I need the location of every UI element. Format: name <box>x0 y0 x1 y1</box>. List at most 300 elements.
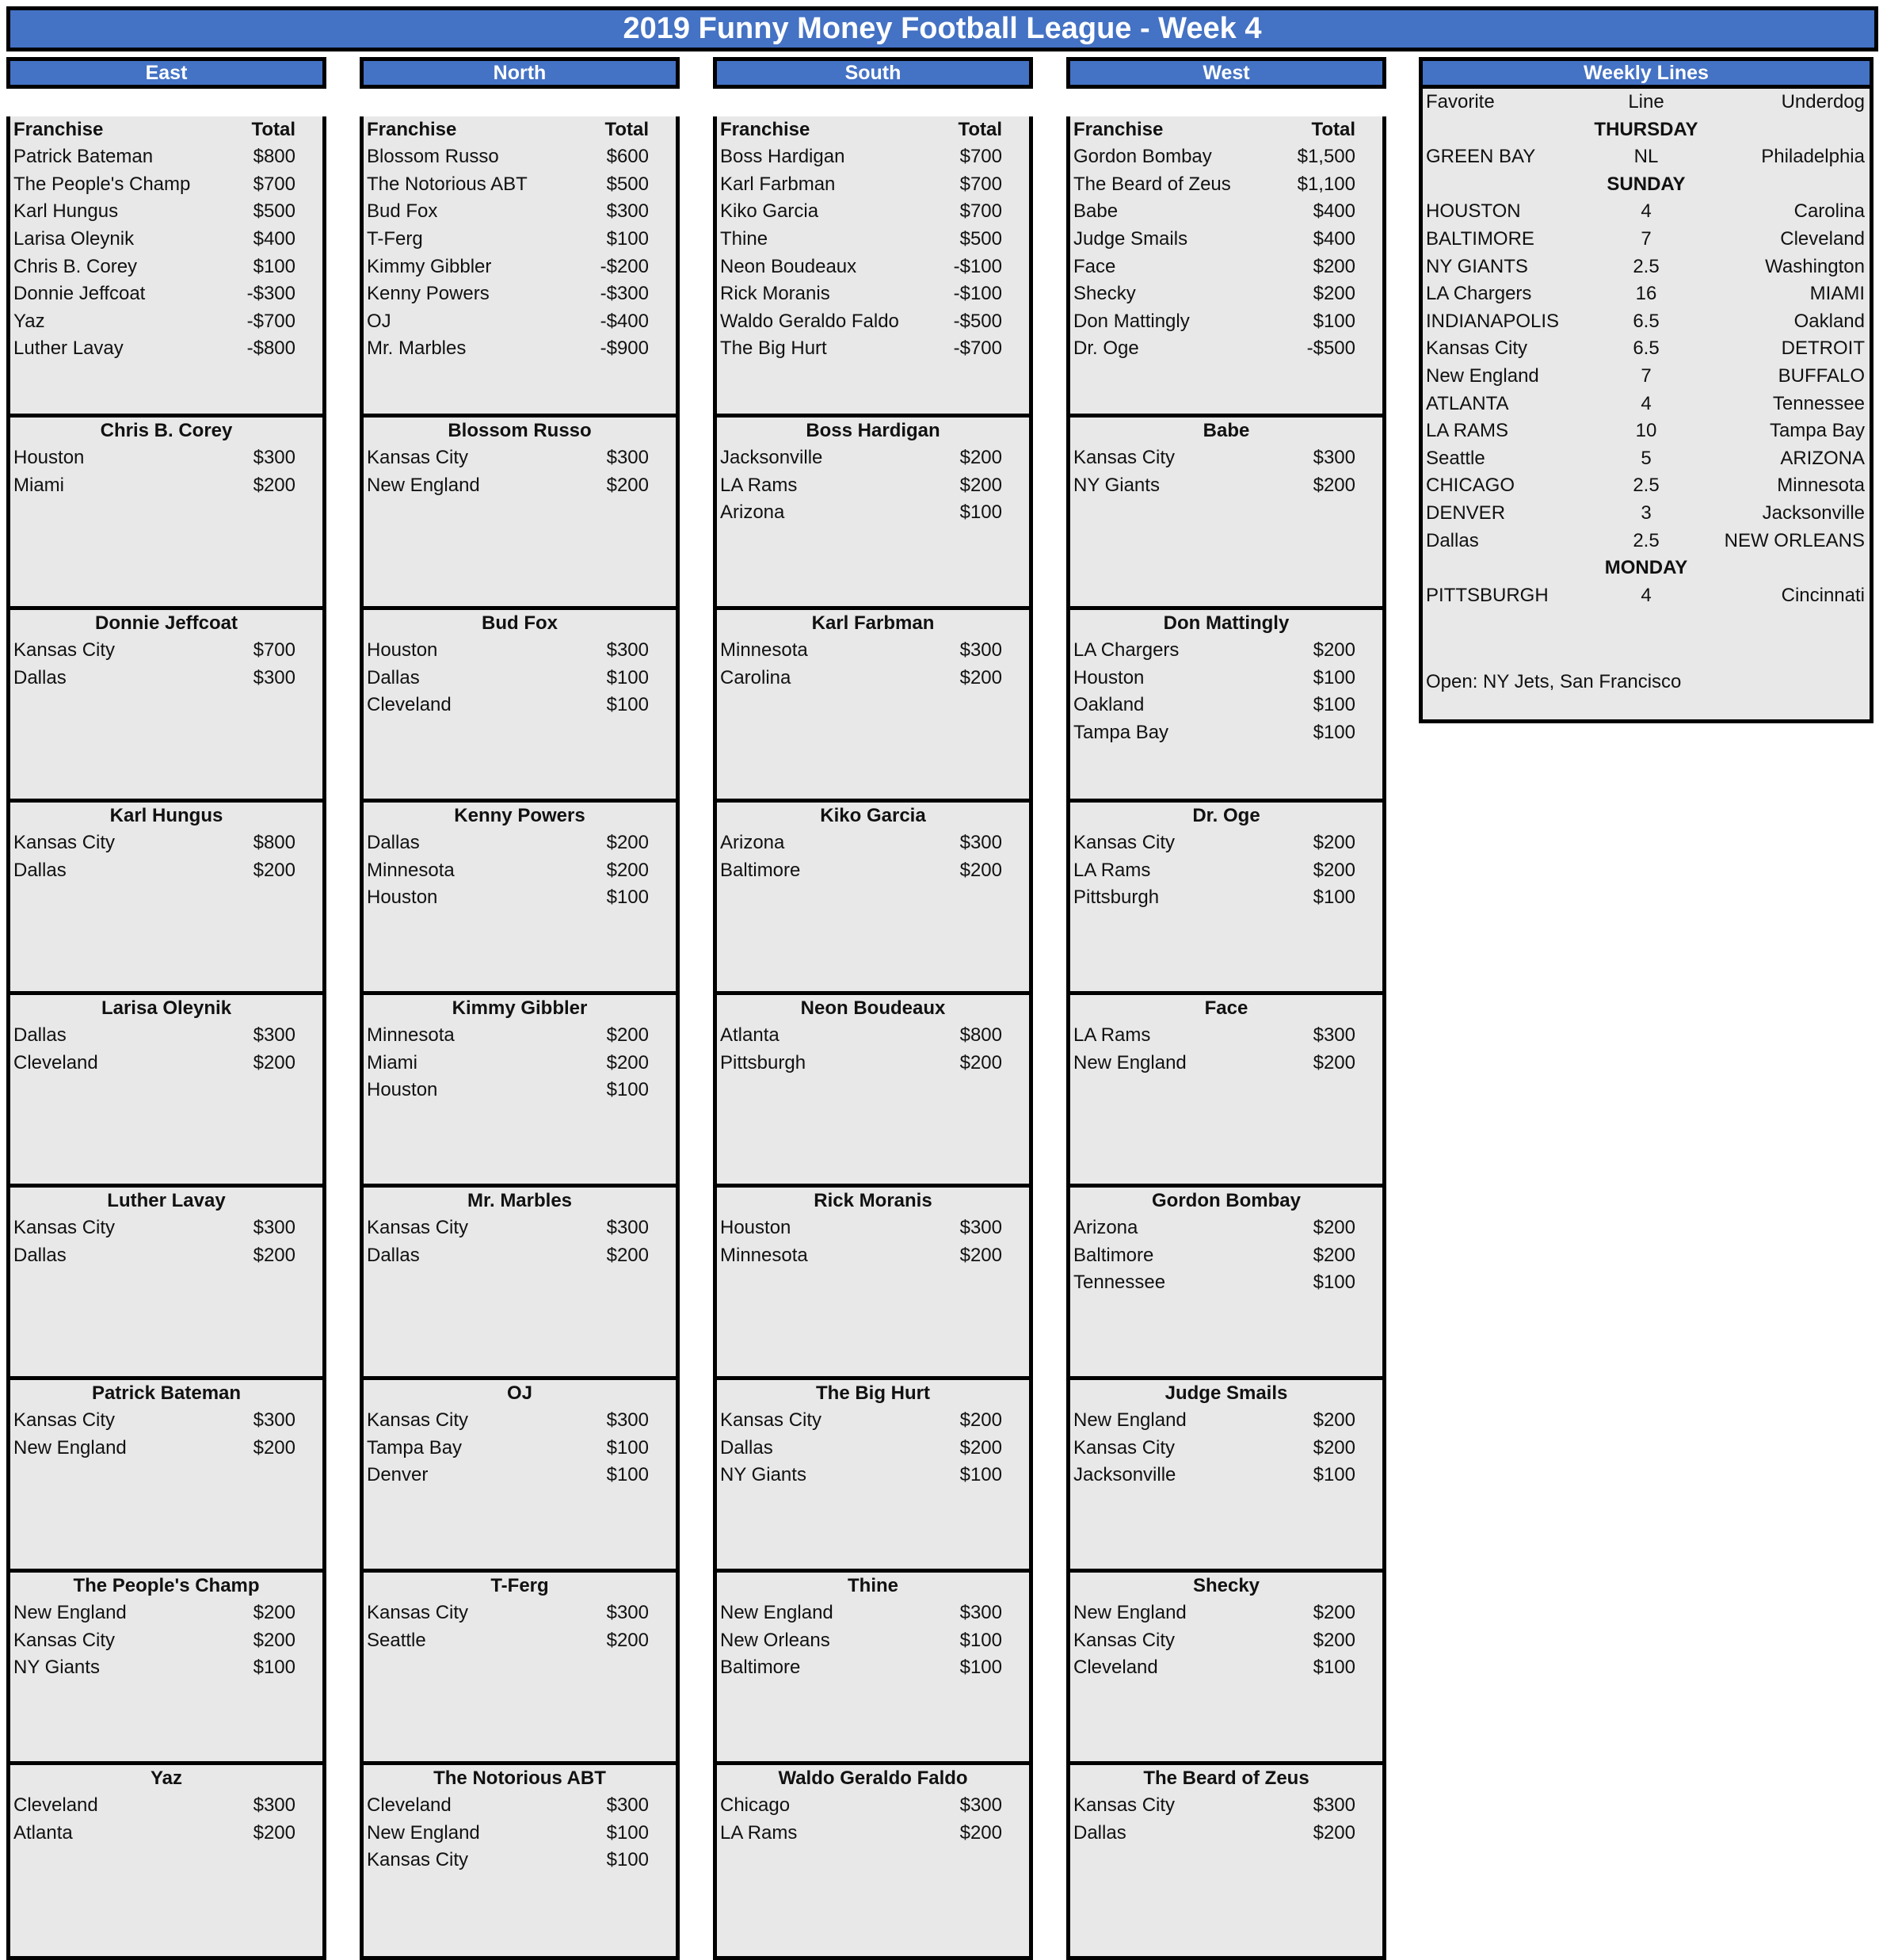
franchise-bets-box <box>713 610 1033 803</box>
bet-team: Atlanta <box>13 1821 73 1844</box>
standings-row <box>364 254 676 281</box>
bet-amount: $200 <box>253 1244 295 1266</box>
bet-amount: $300 <box>606 1409 649 1432</box>
franchise-total: $700 <box>959 173 1002 195</box>
bet-amount: $200 <box>253 859 295 881</box>
franchise-title: Karl Hungus <box>109 804 223 826</box>
point-spread: 6.5 <box>1633 310 1660 332</box>
underdog-team: MIAMI <box>1809 283 1865 305</box>
standings-row <box>10 171 322 199</box>
bet-row <box>1070 1435 1382 1462</box>
standings-row <box>10 280 322 308</box>
bet-row <box>10 1435 322 1462</box>
franchise-name: Chris B. Corey <box>13 255 138 277</box>
bet-row <box>717 1820 1029 1848</box>
bet-amount: $200 <box>1313 1409 1355 1432</box>
bet-team: Dallas <box>720 1436 773 1459</box>
weekly-lines-box <box>1419 89 1873 723</box>
franchise-name: OJ <box>367 310 391 332</box>
franchise-title: Don Mattingly <box>1163 612 1290 634</box>
underdog-team: Tampa Bay <box>1769 420 1865 442</box>
bet-row <box>717 1792 1029 1820</box>
franchise-total: -$400 <box>600 310 649 332</box>
franchise-total: -$700 <box>953 337 1002 360</box>
bet-amount: $200 <box>1313 832 1355 854</box>
bet-row <box>10 1600 322 1627</box>
franchise-bets-box <box>360 995 680 1188</box>
bet-amount: $200 <box>1313 1602 1355 1624</box>
franchise-name: Thine <box>720 227 768 250</box>
game-line-row <box>1423 445 1870 473</box>
bet-team: Dallas <box>13 666 67 688</box>
franchise-title: The People's Champ <box>73 1574 260 1596</box>
franchise-total: $400 <box>1313 227 1355 250</box>
bet-amount: $200 <box>253 1821 295 1844</box>
favorite-team: HOUSTON <box>1426 200 1521 223</box>
bet-amount: $200 <box>606 859 649 881</box>
game-line-row <box>1423 472 1870 500</box>
standings-row <box>1070 198 1382 226</box>
standings-row <box>10 198 322 226</box>
standings-header-row <box>364 116 676 144</box>
bet-team: Tampa Bay <box>367 1436 463 1459</box>
franchise-total: -$100 <box>953 255 1002 277</box>
favorite-header: Favorite <box>1426 91 1495 112</box>
day-label: MONDAY <box>1604 557 1688 579</box>
franchise-title: Kenny Powers <box>454 804 585 826</box>
bet-row <box>1070 884 1382 912</box>
bet-amount: $100 <box>1313 694 1355 716</box>
franchise-header: Franchise <box>367 118 457 140</box>
bet-row <box>364 1435 676 1462</box>
franchise-title: T-Ferg <box>490 1574 549 1596</box>
bet-amount: $200 <box>959 666 1002 688</box>
bet-amount: $300 <box>253 1409 295 1432</box>
franchise-total: -$800 <box>246 337 295 360</box>
bet-row <box>1070 1820 1382 1848</box>
bet-row <box>1070 1407 1382 1435</box>
franchise-total: $700 <box>959 200 1002 223</box>
bet-team: Miami <box>367 1051 417 1073</box>
franchise-title: Chris B. Corey <box>100 419 233 441</box>
favorite-team: BALTIMORE <box>1426 227 1534 250</box>
bet-row <box>717 829 1029 857</box>
bet-amount: $100 <box>959 1464 1002 1486</box>
franchise-title: Gordon Bombay <box>1151 1189 1301 1211</box>
bet-amount: $300 <box>959 1602 1002 1624</box>
bet-team: Kansas City <box>13 639 116 662</box>
franchise-total: $300 <box>606 200 649 223</box>
bet-row <box>717 1654 1029 1682</box>
standings-header-row <box>1070 116 1382 144</box>
franchise-bets-box <box>6 1573 326 1765</box>
standings-table <box>713 116 1033 418</box>
underdog-team: Jacksonville <box>1762 501 1865 524</box>
bet-team: New Orleans <box>720 1629 830 1651</box>
bet-row <box>10 857 322 885</box>
bet-team: Kansas City <box>367 447 469 469</box>
bet-amount: $200 <box>1313 859 1355 881</box>
bet-team: Arizona <box>720 832 785 854</box>
bet-team: Houston <box>720 1217 791 1239</box>
standings-row <box>1070 308 1382 336</box>
favorite-team: GREEN BAY <box>1426 146 1536 168</box>
game-line-row <box>1423 418 1870 445</box>
division-column-south <box>713 57 1033 1960</box>
franchise-total: -$300 <box>600 283 649 305</box>
bet-row <box>10 1627 322 1655</box>
standings-row <box>1070 171 1382 199</box>
underdog-team: ARIZONA <box>1780 447 1865 469</box>
favorite-team: Kansas City <box>1426 337 1528 360</box>
bet-amount: $200 <box>253 474 295 496</box>
franchise-title: Rick Moranis <box>814 1189 932 1211</box>
standings-row <box>364 335 676 363</box>
bet-amount: $200 <box>1313 1436 1355 1459</box>
standings-row <box>717 254 1029 281</box>
bet-amount: $700 <box>253 639 295 662</box>
bet-team: Kansas City <box>1073 832 1176 854</box>
bet-row <box>10 637 322 665</box>
game-line-row <box>1423 582 1870 610</box>
standings-row <box>364 171 676 199</box>
underdog-header: Underdog <box>1781 91 1865 112</box>
franchise-bets-box <box>1066 1765 1386 1960</box>
bet-row <box>1070 1792 1382 1820</box>
franchise-bets-box <box>6 1380 326 1573</box>
bet-row <box>10 1242 322 1270</box>
bet-row <box>1070 1050 1382 1077</box>
game-line-row <box>1423 363 1870 391</box>
franchise-name: Karl Farbman <box>720 173 836 195</box>
bet-team: Carolina <box>720 666 791 688</box>
bet-amount: $300 <box>606 447 649 469</box>
underdog-team: DETROIT <box>1781 337 1865 360</box>
bet-row <box>10 1820 322 1848</box>
bet-team: Seattle <box>367 1629 426 1651</box>
bet-row <box>364 692 676 719</box>
game-line-row <box>1423 143 1870 171</box>
standings-row <box>717 198 1029 226</box>
bet-amount: $200 <box>1313 1217 1355 1239</box>
franchise-bets-box <box>360 1380 680 1573</box>
franchise-bets-box <box>6 1188 326 1380</box>
bet-amount: $300 <box>959 639 1002 662</box>
bet-amount: $200 <box>606 832 649 854</box>
game-line-row <box>1423 226 1870 254</box>
bet-amount: $100 <box>606 1436 649 1459</box>
bet-row <box>1070 1627 1382 1655</box>
standings-row <box>717 171 1029 199</box>
bet-team: Houston <box>1073 666 1145 688</box>
bet-team: Tampa Bay <box>1073 721 1169 743</box>
bet-team: Houston <box>367 887 438 909</box>
franchise-name: Blossom Russo <box>367 146 499 168</box>
standings-row <box>10 143 322 171</box>
franchise-title: Waldo Geraldo Faldo <box>778 1767 968 1789</box>
franchise-title: OJ <box>506 1382 532 1404</box>
bet-team: Kansas City <box>13 1629 116 1651</box>
bet-team: Dallas <box>1073 1821 1126 1844</box>
underdog-team: Tennessee <box>1772 392 1865 414</box>
franchise-total: $500 <box>253 200 295 223</box>
standings-row <box>364 198 676 226</box>
standings-row <box>10 308 322 336</box>
bet-row <box>364 1077 676 1104</box>
bet-amount: $100 <box>606 887 649 909</box>
bet-team: Minnesota <box>367 859 455 881</box>
game-line-row <box>1423 198 1870 226</box>
bet-team: Houston <box>367 1079 438 1101</box>
bet-team: Cleveland <box>13 1794 98 1817</box>
franchise-total: -$500 <box>1306 337 1355 360</box>
bet-amount: $200 <box>606 474 649 496</box>
bet-team: New England <box>13 1436 127 1459</box>
bet-amount: $100 <box>606 1464 649 1486</box>
underdog-team: Washington <box>1765 255 1865 277</box>
bet-team: Chicago <box>720 1794 791 1817</box>
day-label: SUNDAY <box>1607 173 1686 195</box>
bet-team: Kansas City <box>720 1409 822 1432</box>
favorite-team: LA RAMS <box>1426 420 1509 442</box>
bet-row <box>10 1215 322 1242</box>
bet-row <box>1070 665 1382 692</box>
franchise-total: $100 <box>1313 310 1355 332</box>
bet-amount: $200 <box>606 1244 649 1266</box>
underdog-team: Oakland <box>1793 310 1865 332</box>
bet-row <box>717 472 1029 500</box>
franchise-name: Karl Hungus <box>13 200 119 223</box>
standings-row <box>1070 226 1382 254</box>
bet-team: LA Rams <box>1073 859 1151 881</box>
bet-row <box>1070 1462 1382 1489</box>
franchise-total: $100 <box>606 227 649 250</box>
bet-amount: $300 <box>959 1217 1002 1239</box>
bet-amount: $100 <box>1313 887 1355 909</box>
favorite-team: Dallas <box>1426 529 1479 551</box>
bet-amount: $200 <box>959 1409 1002 1432</box>
game-line-row <box>1423 308 1870 336</box>
bet-row <box>10 472 322 500</box>
division-header: South <box>713 57 1033 89</box>
favorite-team: PITTSBURGH <box>1426 584 1549 606</box>
bet-team: New England <box>1073 1602 1187 1624</box>
franchise-name: Kiko Garcia <box>720 200 819 223</box>
franchise-bets-box <box>1066 803 1386 995</box>
franchise-bets-box <box>1066 1188 1386 1380</box>
franchise-bets-box <box>713 1765 1033 1960</box>
franchise-name: Kimmy Gibbler <box>367 255 492 277</box>
bet-team: Houston <box>13 447 85 469</box>
bet-amount: $800 <box>959 1024 1002 1047</box>
bet-row <box>10 1792 322 1820</box>
franchise-title: Judge Smails <box>1164 1382 1288 1404</box>
franchise-name: Judge Smails <box>1073 227 1188 250</box>
franchise-name: Larisa Oleynik <box>13 227 135 250</box>
underdog-team: Philadelphia <box>1761 146 1865 168</box>
bet-team: NY Giants <box>13 1657 100 1679</box>
bet-row <box>364 1407 676 1435</box>
bet-amount: $200 <box>959 1244 1002 1266</box>
franchise-bets-box <box>360 803 680 995</box>
franchise-bets-box <box>713 418 1033 610</box>
weekly-lines-panel <box>1419 57 1873 723</box>
bet-row <box>364 1242 676 1270</box>
bet-amount: $300 <box>959 832 1002 854</box>
bet-team: Houston <box>367 639 438 662</box>
bet-team: Dallas <box>367 666 420 688</box>
bet-row <box>10 1407 322 1435</box>
point-spread: 7 <box>1641 364 1652 387</box>
bet-amount: $300 <box>1313 447 1355 469</box>
bet-row <box>10 665 322 692</box>
franchise-header: Franchise <box>1073 118 1164 140</box>
bet-row <box>1070 1215 1382 1242</box>
franchise-bets-box <box>6 1765 326 1960</box>
bet-team: Kansas City <box>367 1602 469 1624</box>
franchise-name: Neon Boudeaux <box>720 255 857 277</box>
bet-team: Dallas <box>13 1024 67 1047</box>
bet-team: Cleveland <box>1073 1657 1158 1679</box>
bet-amount: $100 <box>1313 1464 1355 1486</box>
franchise-title: Patrick Bateman <box>91 1382 242 1404</box>
game-line-row <box>1423 391 1870 418</box>
bet-row <box>10 1050 322 1077</box>
bet-team: Kansas City <box>13 1409 116 1432</box>
open-teams: Open: NY Jets, San Francisco <box>1426 671 1682 692</box>
bet-team: Dallas <box>13 859 67 881</box>
franchise-bets-box <box>713 995 1033 1188</box>
bet-row <box>717 499 1029 527</box>
bet-team: Atlanta <box>720 1024 780 1047</box>
bet-amount: $200 <box>1313 1629 1355 1651</box>
franchise-total: $500 <box>959 227 1002 250</box>
bet-amount: $300 <box>253 447 295 469</box>
bet-amount: $200 <box>606 1051 649 1073</box>
standings-table <box>360 116 680 418</box>
bet-team: Pittsburgh <box>1073 887 1160 909</box>
bet-row <box>717 1435 1029 1462</box>
game-line-row <box>1423 500 1870 528</box>
division-header: West <box>1066 57 1386 89</box>
bet-row <box>717 665 1029 692</box>
bet-amount: $200 <box>1313 1821 1355 1844</box>
bet-row <box>717 1407 1029 1435</box>
bet-team: Kansas City <box>1073 447 1176 469</box>
bet-row <box>1070 637 1382 665</box>
bet-amount: $100 <box>606 694 649 716</box>
bet-amount: $100 <box>606 1849 649 1871</box>
franchise-title: Shecky <box>1192 1574 1260 1596</box>
franchise-title: Larisa Oleynik <box>101 997 232 1019</box>
franchise-name: Boss Hardigan <box>720 146 845 168</box>
bet-team: Kansas City <box>367 1217 469 1239</box>
standings-row <box>1070 143 1382 171</box>
franchise-name: The Notorious ABT <box>367 173 528 195</box>
bet-team: Minnesota <box>720 639 808 662</box>
bet-amount: $100 <box>1313 1272 1355 1294</box>
bet-amount: $100 <box>253 1657 295 1679</box>
bet-amount: $100 <box>606 1079 649 1101</box>
franchise-bets-box <box>360 1765 680 1960</box>
franchise-name: Donnie Jeffcoat <box>13 283 146 305</box>
bet-row <box>364 637 676 665</box>
division-header: North <box>360 57 680 89</box>
bet-amount: $200 <box>959 1436 1002 1459</box>
bet-amount: $300 <box>959 1794 1002 1817</box>
bet-amount: $200 <box>253 1602 295 1624</box>
franchise-bets-box <box>360 610 680 803</box>
franchise-title: Bud Fox <box>482 612 558 634</box>
franchise-name: Waldo Geraldo Faldo <box>720 310 899 332</box>
bet-team: Arizona <box>1073 1217 1138 1239</box>
franchise-total: $700 <box>959 146 1002 168</box>
bet-amount: $200 <box>959 1051 1002 1073</box>
game-line-row <box>1423 280 1870 308</box>
bet-team: Pittsburgh <box>720 1051 806 1073</box>
bet-amount: $300 <box>1313 1794 1355 1817</box>
standings-row <box>364 308 676 336</box>
franchise-total: $1,500 <box>1297 146 1355 168</box>
bet-team: LA Chargers <box>1073 639 1180 662</box>
bet-amount: $100 <box>1313 721 1355 743</box>
bet-amount: $300 <box>606 639 649 662</box>
franchise-bets-box <box>6 995 326 1188</box>
franchise-name: Babe <box>1073 200 1119 223</box>
franchise-total: $1,100 <box>1297 173 1355 195</box>
bet-row <box>717 1600 1029 1627</box>
bet-team: Kansas City <box>13 1217 116 1239</box>
bet-amount: $300 <box>1313 1024 1355 1047</box>
franchise-name: The People's Champ <box>13 173 191 195</box>
division-header: East <box>6 57 326 89</box>
bet-row <box>1070 857 1382 885</box>
standings-row <box>364 143 676 171</box>
bet-row <box>717 444 1029 472</box>
total-header: Total <box>251 118 295 140</box>
franchise-name: Luther Lavay <box>13 337 124 360</box>
bet-team: Baltimore <box>720 859 801 881</box>
franchise-bets-box <box>1066 610 1386 803</box>
bet-amount: $200 <box>606 1629 649 1651</box>
point-spread: 4 <box>1641 200 1652 223</box>
bet-row <box>717 1462 1029 1489</box>
franchise-total: -$700 <box>246 310 295 332</box>
franchise-bets-box <box>713 803 1033 995</box>
bet-team: New England <box>367 1821 480 1844</box>
bet-row <box>10 1654 322 1682</box>
standings-row <box>717 335 1029 363</box>
franchise-name: T-Ferg <box>367 227 423 250</box>
bet-amount: $200 <box>1313 639 1355 662</box>
franchise-name: Patrick Bateman <box>13 146 154 168</box>
bet-amount: $200 <box>959 474 1002 496</box>
bet-amount: $200 <box>959 1821 1002 1844</box>
franchise-title: Neon Boudeaux <box>800 997 946 1019</box>
standings-row <box>1070 280 1382 308</box>
favorite-team: DENVER <box>1426 501 1506 524</box>
lines-column-header <box>1423 89 1870 116</box>
bet-team: New England <box>13 1602 127 1624</box>
standings-table <box>1066 116 1386 418</box>
underdog-team: Cleveland <box>1780 227 1865 250</box>
franchise-bets-box <box>1066 1380 1386 1573</box>
bet-amount: $100 <box>959 1629 1002 1651</box>
bet-amount: $200 <box>253 1051 295 1073</box>
bet-team: NY Giants <box>720 1464 806 1486</box>
bet-amount: $200 <box>959 859 1002 881</box>
bet-amount: $300 <box>606 1794 649 1817</box>
